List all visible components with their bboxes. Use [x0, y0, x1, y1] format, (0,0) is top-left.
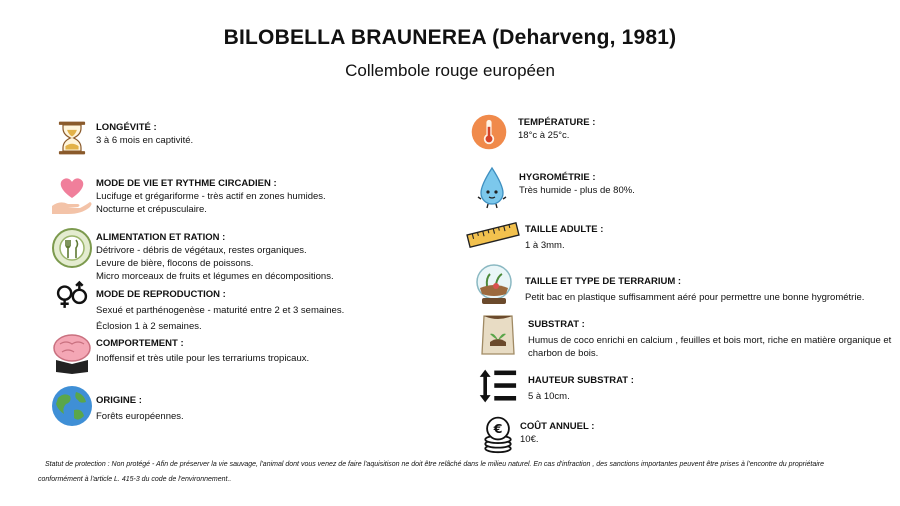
- info-value: Levure de bière, flocons de poissons.: [96, 258, 254, 269]
- info-label: MODE DE REPRODUCTION :: [96, 289, 226, 300]
- info-value: 10€.: [520, 434, 539, 445]
- info-value: Humus de coco enrichi en calcium , feuilles et bois mort, riche en matière organique et charbon de bois.: [528, 335, 892, 359]
- info-label: MODE DE VIE ET RYTHME CIRCADIEN :: [96, 178, 277, 189]
- page-subtitle: Collembole rouge européen: [345, 61, 555, 80]
- page-title: BILOBELLA BRAUNEREA (Deharveng, 1981): [223, 26, 677, 49]
- hourglass-icon: [54, 113, 90, 163]
- info-value: Nocturne et crépusculaire.: [96, 204, 207, 215]
- info-value: Forêts européennes.: [96, 411, 184, 422]
- soil-bag-icon: [476, 312, 520, 356]
- info-label: LONGÉVITÉ :: [96, 122, 157, 133]
- terrarium-globe-icon: [472, 262, 516, 306]
- protection-status-footer-continued: conformément à l'article L. 415-3 du code de l'environnement..: [38, 476, 232, 483]
- euro-coins-icon: [478, 414, 518, 454]
- info-value: Lucifuge et grégariforme - très actif en zones humides.: [96, 191, 326, 202]
- info-value: 18°c à 25°c.: [518, 130, 570, 141]
- info-value: Très humide - plus de 80%.: [519, 185, 635, 196]
- ruler-icon: [466, 220, 520, 250]
- info-label: ORIGINE :: [96, 395, 142, 406]
- water-drop-icon: [470, 165, 514, 209]
- info-value: Petit bac en plastique suffisamment aéré pour permettre une bonne hygrométrie.: [525, 292, 865, 303]
- info-label: TAILLE ET TYPE DE TERRARIUM :: [525, 276, 682, 287]
- info-label: TAILLE ADULTE :: [525, 224, 604, 235]
- info-value: Détrivore - débris de végétaux, restes organiques.: [96, 245, 307, 256]
- height-arrows-icon: [474, 366, 520, 406]
- info-label: COMPORTEMENT :: [96, 338, 184, 349]
- svg-text:€: €: [493, 421, 503, 437]
- info-value: Inoffensif et très utile pour les terrariums tropicaux.: [96, 353, 310, 364]
- info-label: TEMPÉRATURE :: [518, 117, 596, 128]
- globe-icon: [50, 384, 94, 428]
- thermometer-icon: [470, 113, 508, 151]
- protection-status-footer: Statut de protection : Non protégé - Afin de préserver la vie sauvage, l'animal dont vous venez de faire l'aquisitison ne doit être relâché dans le milieu naturel. En cas d'infraction , des sanctions importantes peuvent être prises à l'encontre du propriétaire: [45, 461, 825, 468]
- info-value: Sexué et parthénogenèse - maturité entre 2 et 3 semaines.: [96, 305, 345, 316]
- heart-hand-icon: [50, 172, 94, 216]
- info-value: 5 à 10cm.: [528, 391, 570, 402]
- brain-book-icon: [50, 330, 94, 374]
- info-value: 1 à 3mm.: [525, 240, 565, 251]
- info-value: Micro morceaux de fruits et légumes en décompositions.: [96, 271, 334, 282]
- info-value: 3 à 6 mois en captivité.: [96, 135, 194, 146]
- info-value: Éclosion 1 à 2 semaines.: [96, 321, 202, 332]
- info-label: SUBSTRAT :: [528, 319, 585, 330]
- info-label: COÛT ANNUEL :: [520, 421, 595, 432]
- info-label: ALIMENTATION ET RATION :: [96, 232, 226, 243]
- food-plate-icon: [50, 226, 94, 270]
- info-label: HAUTEUR SUBSTRAT :: [528, 375, 634, 386]
- gender-symbols-icon: [50, 280, 94, 316]
- info-label: HYGROMÉTRIE :: [519, 172, 596, 183]
